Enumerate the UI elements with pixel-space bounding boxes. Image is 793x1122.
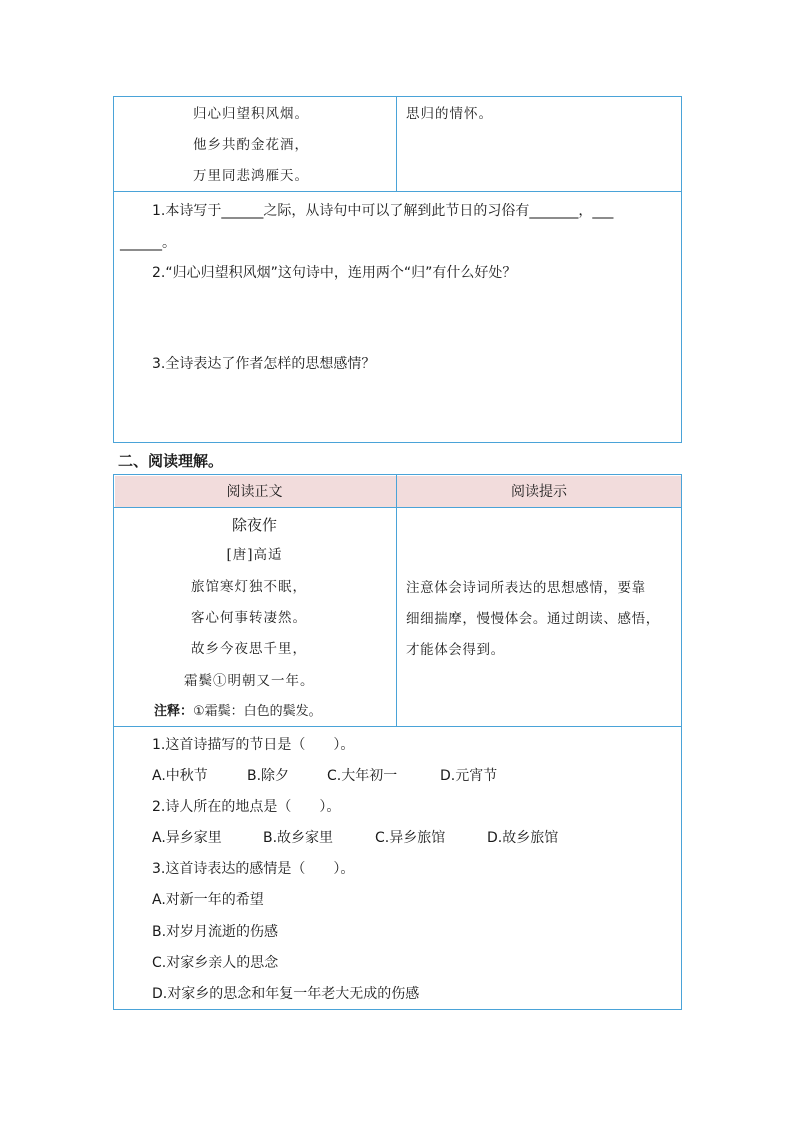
question-3: 3.全诗表达了作者怎样的思想感情？ bbox=[152, 356, 376, 372]
poem-line: 故乡今夜思千里， bbox=[191, 641, 307, 657]
option: B.对岁月流逝的伤感 bbox=[152, 924, 279, 940]
table-2-row-divider bbox=[113, 726, 682, 727]
hint-line: 注意体会诗词所表达的思想感情，要靠 bbox=[406, 580, 646, 596]
annotation bbox=[154, 703, 322, 721]
question-3: 3.这首诗表达的感情是（ ）。 bbox=[152, 861, 355, 877]
hint-line: 细细揣摩，慢慢体会。通过朗读、感悟， bbox=[406, 611, 660, 627]
annotation-text: ①霜鬓：白色的鬓发。 bbox=[193, 704, 322, 719]
option: C.异乡旅馆 bbox=[375, 830, 446, 846]
question-1: 1.这首诗描写的节日是（ ）。 bbox=[152, 737, 355, 753]
option: C.大年初一 bbox=[327, 768, 398, 784]
table-1-row-divider bbox=[113, 191, 682, 192]
table-2-column-divider bbox=[396, 474, 397, 727]
annotation-label: 注释： bbox=[154, 704, 194, 719]
option: D.元宵节 bbox=[440, 768, 498, 784]
poem-line: 归心归望积风烟。 bbox=[193, 106, 309, 122]
poem-line: 客心何事转凄然。 bbox=[191, 610, 307, 626]
option: B.故乡家里 bbox=[263, 830, 334, 846]
option: C.对家乡亲人的思念 bbox=[152, 955, 279, 971]
option: D.对家乡的思念和年复一年老大无成的伤感 bbox=[152, 986, 420, 1002]
section-heading: 二、阅读理解。 bbox=[118, 452, 224, 470]
column-header-text: 阅读正文 bbox=[226, 484, 283, 500]
poem-author: [唐]高适 bbox=[226, 547, 283, 563]
option: A.中秋节 bbox=[152, 768, 208, 784]
poem-line: 旅馆寒灯独不眠， bbox=[191, 579, 307, 595]
question-2: 2.诗人所在的地点是（ ）。 bbox=[152, 799, 341, 815]
table-1-column-divider bbox=[396, 96, 397, 192]
column-header-hint: 阅读提示 bbox=[511, 484, 567, 500]
hint-line: 才能体会得到。 bbox=[406, 642, 505, 658]
poem-line: 霜鬓①明朝又一年。 bbox=[184, 673, 315, 689]
reading-hint: 思归的情怀。 bbox=[406, 106, 493, 122]
option: D.故乡旅馆 bbox=[487, 830, 559, 846]
poem-line: 万里同悲鸿雁天。 bbox=[193, 168, 309, 184]
poem-line: 他乡共酌金花酒， bbox=[193, 137, 309, 153]
question-1: 1.本诗写于______之际，从诗句中可以了解到此节日的习俗有_______，___ bbox=[152, 203, 614, 219]
question-2: 2.“归心归望积风烟”这句诗中，连用两个“归”有什么好处？ bbox=[152, 265, 517, 281]
table-2-header-divider bbox=[113, 507, 682, 508]
option: B.除夕 bbox=[247, 768, 290, 784]
poem-title: 除夜作 bbox=[231, 516, 277, 534]
option: A.异乡家里 bbox=[152, 830, 222, 846]
question-1-continued: ______。 bbox=[120, 235, 176, 251]
option: A.对新一年的希望 bbox=[152, 892, 264, 908]
